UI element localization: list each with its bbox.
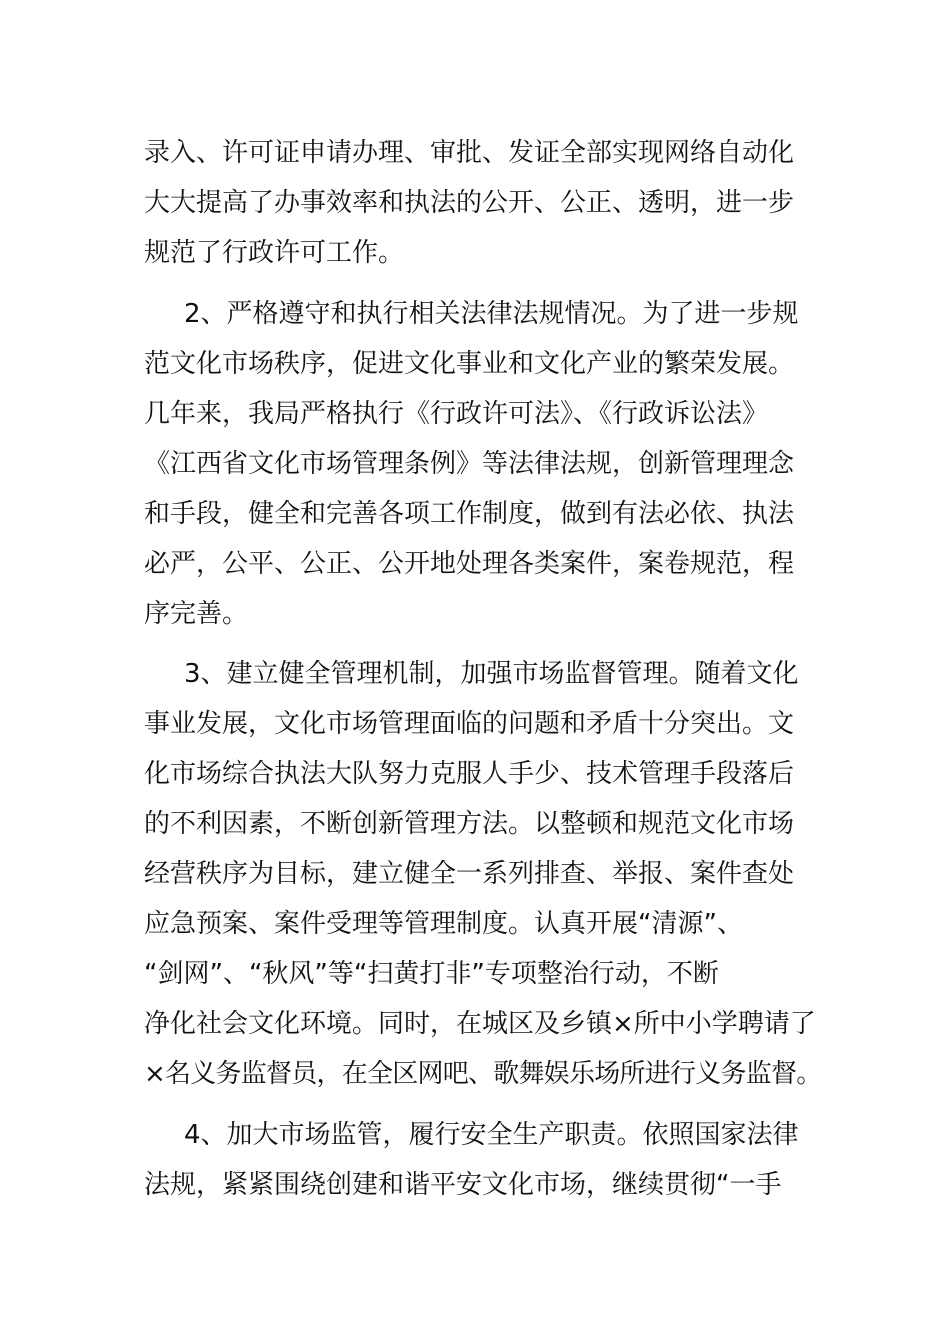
text-line: 几年来，我局严格执行《行政许可法》、《行政诉讼法》 bbox=[144, 399, 769, 429]
paragraph-2 bbox=[144, 289, 824, 639]
text-line: 经营秩序为目标，建立健全一系列排查、举报、案件查处 bbox=[144, 859, 795, 889]
text-line: 法规，紧紧围绕创建和谐平安文化市场，继续贯彻“一手 bbox=[144, 1170, 782, 1200]
text-line: 化市场综合执法大队努力克服人手少、技术管理手段落后 bbox=[144, 759, 795, 789]
text-line: ×名义务监督员，在全区网吧、歌舞娱乐场所进行义务监督。 bbox=[144, 1059, 822, 1089]
text-line: 事业发展，文化市场管理面临的问题和矛盾十分突出。文 bbox=[144, 709, 795, 739]
text-line: 净化社会文化环境。同时，在城区及乡镇×所中小学聘请了 bbox=[144, 1009, 816, 1039]
text-line: 序完善。 bbox=[144, 599, 249, 629]
text-line: 大大提高了办事效率和执法的公开、公正、透明，进一步 bbox=[144, 188, 795, 218]
text-line: “剑网”、“秋风”等“扫黄打非”专项整治行动，不断 bbox=[144, 959, 719, 989]
paragraph-4 bbox=[144, 1110, 824, 1210]
text-line: 和手段，健全和完善各项工作制度，做到有法必依、执法 bbox=[144, 499, 795, 529]
text-line: 范文化市场秩序，促进文化事业和文化产业的繁荣发展。 bbox=[144, 349, 795, 379]
text-line: 必严，公平、公正、公开地处理各类案件，案卷规范，程 bbox=[144, 549, 795, 579]
text-line: 录入、许可证申请办理、审批、发证全部实现网络自动化 bbox=[144, 138, 795, 168]
text-line: 2、严格遵守和执行相关法律法规情况。为了进一步规 bbox=[184, 299, 799, 329]
text-line: 4、加大市场监管，履行安全生产职责。依照国家法律 bbox=[184, 1120, 799, 1150]
paragraph-1 bbox=[144, 128, 824, 278]
text-line: 规范了行政许可工作。 bbox=[144, 238, 405, 268]
text-line: 的不利因素，不断创新管理方法。以整顿和规范文化市场 bbox=[144, 809, 795, 839]
text-line: 《江西省文化市场管理条例》等法律法规，创新管理理念 bbox=[144, 449, 795, 479]
text-line: 应急预案、案件受理等管理制度。认真开展“清源”、 bbox=[144, 909, 743, 939]
text-line: 3、建立健全管理机制，加强市场监督管理。随着文化 bbox=[184, 659, 799, 689]
paragraph-3 bbox=[144, 649, 824, 1099]
